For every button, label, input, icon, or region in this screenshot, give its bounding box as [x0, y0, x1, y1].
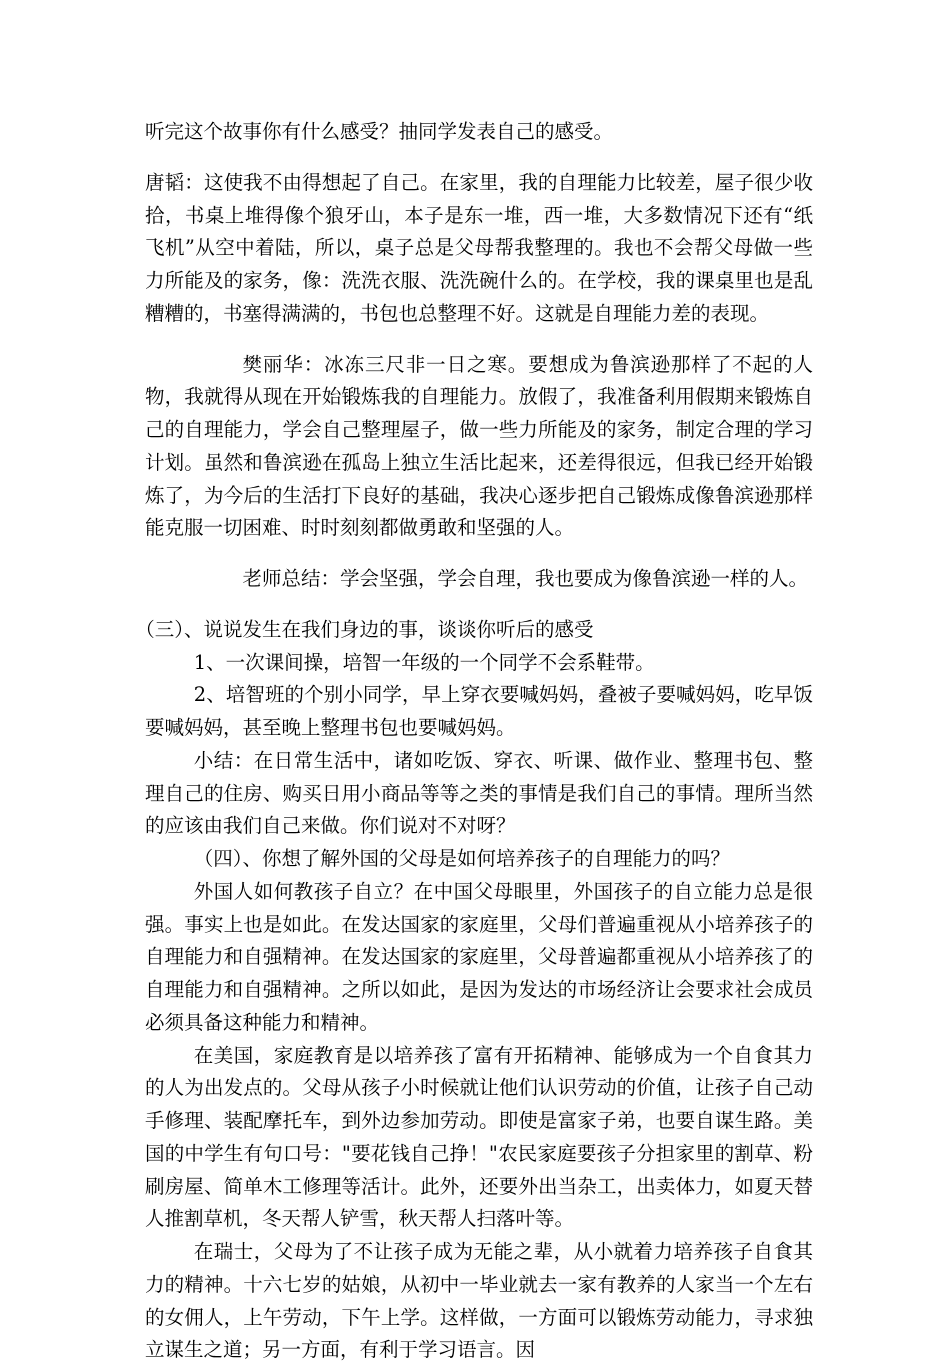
- list-item-two: 2、培智班的个别小同学，早上穿衣要喊妈妈，叠被子要喊妈妈，吃早饭要喊妈妈，甚至晚上整理书包也要喊妈妈。: [145, 683, 813, 739]
- paragraph-usa: 在美国，家庭教育是以培养孩了富有开拓精神、能够成为一个自食其力的人为出发点的。父母从孩子小时候就让他们认识劳动的价值，让孩子自己动手修理、装配摩托车，到外边参加劳动。即使是富家子弟，也要自谋生路。美国的中学生有句口号："要花钱自己挣！"农民家庭要孩子分担家里的割草、粉刷房屋、简单木工修理等活计。此外，还要外出当杂工，出卖体力，如夏天替人推割草机，冬天帮人铲雪，秋天帮人扫落叶等。: [145, 1043, 813, 1231]
- list-item-one: 1、一次课间操，培智一年级的一个同学不会系鞋带。: [193, 650, 655, 674]
- document-page: [135, 116, 813, 1367]
- section-heading-four: （四）、你想了解外国的父母是如何培养孩子的自理能力的吗？: [193, 847, 731, 870]
- paragraph-switzerland: 在瑞士，父母为了不让孩子成为无能之辈，从小就着力培养孩子自食其力的精神。十六七岁的姑娘，从初中一毕业就去一家有教养的人家当一个左右的女佣人，上午劳动，下午上学。这样做，一方面可以锻炼劳动能力，寻求独立谋生之道；另一方面，有利于学习语言。因: [145, 1240, 813, 1362]
- paragraph-fan-lihua: 樊丽华：冰冻三尺非一日之寒。要想成为鲁滨逊那样了不起的人物，我就得从现在开始锻炼我的自理能力。放假了，我准备利用假期来锻炼自己的自理能力，学会自己整理屋子，做一些力所能及的家务，制定合理的学习计划。虽然和鲁滨逊在孤岛上独立生活比起来，还差得很远，但我已经开始锻炼了，为今后的生活打下良好的基础，我决心逐步把自己锻炼成像鲁滨逊那样能克服一切困难、时时刻刻都做勇敢和坚强的人。: [145, 352, 813, 540]
- paragraph-intro-question: 听完这个故事你有什么感受？抽同学发表自己的感受。: [145, 120, 614, 143]
- paragraph-teacher-summary: 老师总结：学会坚强，学会自理，我也要成为像鲁滨逊一样的人。: [242, 567, 809, 590]
- paragraph-foreign-parents: 外国人如何教孩子自立？在中国父母眼里，外国孩子的自立能力总是很强。事实上也是如此。在发达国家的家庭里，父母们普遍重视从小培养孩子的自理能力和自强精神。在发达国家的家庭里，父母普遍都重视从小培养孩了的自理能力和自强精神。之所以如此，是因为发达的市场经济让会要求社会成员必须具备这种能力和精神。: [145, 879, 813, 1034]
- paragraph-summary: 小结：在日常生活中，诸如吃饭、穿衣、听课、做作业、整理书包、整理自己的住房、购买日用小商品等等之类的事情是我们自己的事情。理所当然的应该由我们自己来做。你们说对不对呀？: [145, 748, 813, 838]
- section-heading-three: （三）、说说发生在我们身边的事，谈谈你听后的感受: [135, 617, 594, 641]
- paragraph-tang-tao: 唐韬：这使我不由得想起了自己。在家里，我的自理能力比较差，屋子很少收拾，书桌上堆得像个狼牙山，本子是东一堆，西一堆，大多数情况下还有“纸飞机”从空中着陆，所以，桌子总是父母帮我整理的。我也不会帮父母做一些力所能及的家务，像：洗洗衣服、洗洗碗什么的。在学校，我的课桌里也是乱糟糟的，书塞得满满的，书包也总整理不好。这就是自理能力差的表现。: [145, 170, 813, 325]
